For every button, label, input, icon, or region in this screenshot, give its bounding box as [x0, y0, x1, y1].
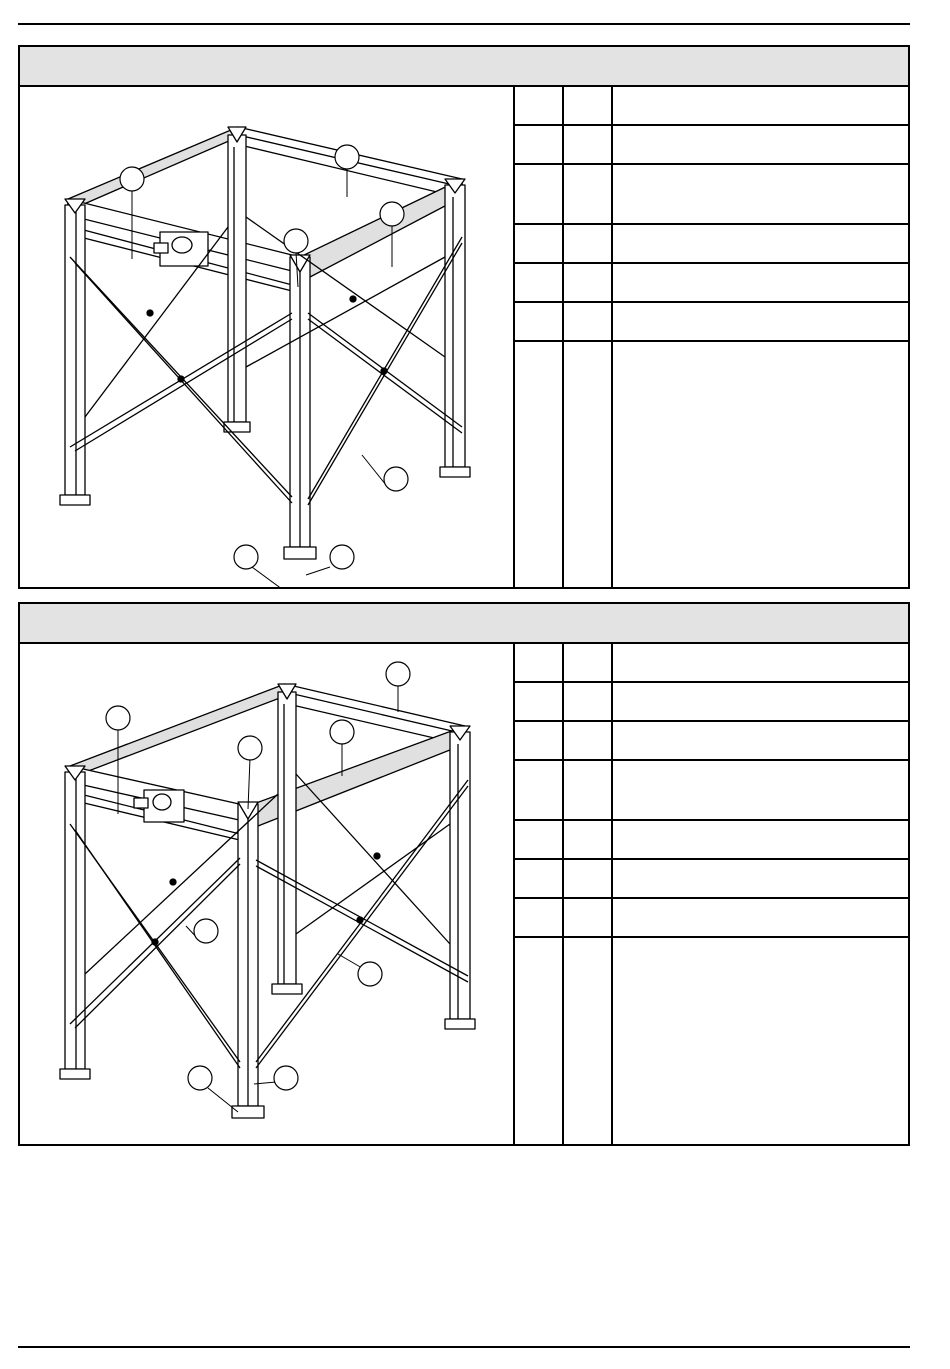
callout-4 [284, 229, 308, 253]
ref-cell [515, 126, 564, 163]
desc-cell [613, 722, 908, 759]
ref-cell [515, 899, 564, 936]
ref-cell [515, 722, 564, 759]
section-title-bar [20, 47, 908, 87]
frame-illustration [20, 87, 515, 587]
table-row [515, 860, 908, 899]
stand-drawing [20, 87, 513, 587]
section-title-bar [20, 604, 908, 644]
callout-8 [274, 1066, 298, 1090]
table-row [515, 342, 908, 587]
callout-group [120, 145, 408, 587]
qty-cell [564, 821, 613, 858]
ref-cell [515, 683, 564, 720]
ref-cell [515, 165, 564, 223]
table-row [515, 899, 908, 938]
qty-cell [564, 938, 613, 1144]
qty-cell [564, 761, 613, 819]
ref-cell [515, 860, 564, 897]
desc-cell [613, 225, 908, 262]
table-row [515, 761, 908, 821]
desc-cell [613, 761, 908, 819]
qty-cell [564, 264, 613, 301]
table-row [515, 683, 908, 722]
table-row [515, 644, 908, 683]
table-row [515, 225, 908, 264]
desc-cell [613, 342, 908, 587]
ref-cell [515, 821, 564, 858]
qty-cell [564, 683, 613, 720]
ref-cell [515, 761, 564, 819]
table-row [515, 938, 908, 1144]
callout-1 [120, 167, 144, 191]
table-row [515, 87, 908, 126]
ref-cell [515, 938, 564, 1144]
callout-5 [384, 467, 408, 491]
desc-cell [613, 126, 908, 163]
table-row [515, 264, 908, 303]
desc-cell [613, 165, 908, 223]
table-row [515, 126, 908, 165]
qty-cell [564, 87, 613, 124]
callout-6 [358, 962, 382, 986]
table-row [515, 303, 908, 342]
qty-cell [564, 303, 613, 340]
qty-cell [564, 165, 613, 223]
desc-cell [613, 303, 908, 340]
qty-cell [564, 899, 613, 936]
desc-cell [613, 860, 908, 897]
desc-cell [613, 87, 908, 124]
ref-cell [515, 644, 564, 681]
table-row [515, 722, 908, 761]
callout-2 [386, 662, 410, 686]
callout-5 [194, 919, 218, 943]
ref-cell [515, 225, 564, 262]
qty-cell [564, 342, 613, 587]
desc-cell [613, 821, 908, 858]
desc-cell [613, 938, 908, 1144]
callout-7 [188, 1066, 212, 1090]
qty-cell [564, 126, 613, 163]
section-upper-frame [18, 45, 910, 589]
stand-drawing [20, 644, 513, 1144]
callout-1 [106, 706, 130, 730]
frame-illustration [20, 644, 515, 1144]
ref-cell [515, 87, 564, 124]
footer-rule [18, 1346, 910, 1348]
ref-cell [515, 303, 564, 340]
table-row [515, 165, 908, 225]
desc-cell [613, 264, 908, 301]
qty-cell [564, 225, 613, 262]
callout-2 [335, 145, 359, 169]
callout-4 [330, 720, 354, 744]
ref-cell [515, 342, 564, 587]
desc-cell [613, 644, 908, 681]
desc-cell [613, 683, 908, 720]
table-row [515, 821, 908, 860]
ref-cell [515, 264, 564, 301]
callout-3 [380, 202, 404, 226]
desc-cell [613, 899, 908, 936]
qty-cell [564, 722, 613, 759]
callout-3 [238, 736, 262, 760]
section-lower-frame [18, 602, 910, 1146]
callout-6 [234, 545, 258, 569]
qty-cell [564, 860, 613, 897]
header-rule [18, 23, 910, 25]
callout-7 [330, 545, 354, 569]
qty-cell [564, 644, 613, 681]
